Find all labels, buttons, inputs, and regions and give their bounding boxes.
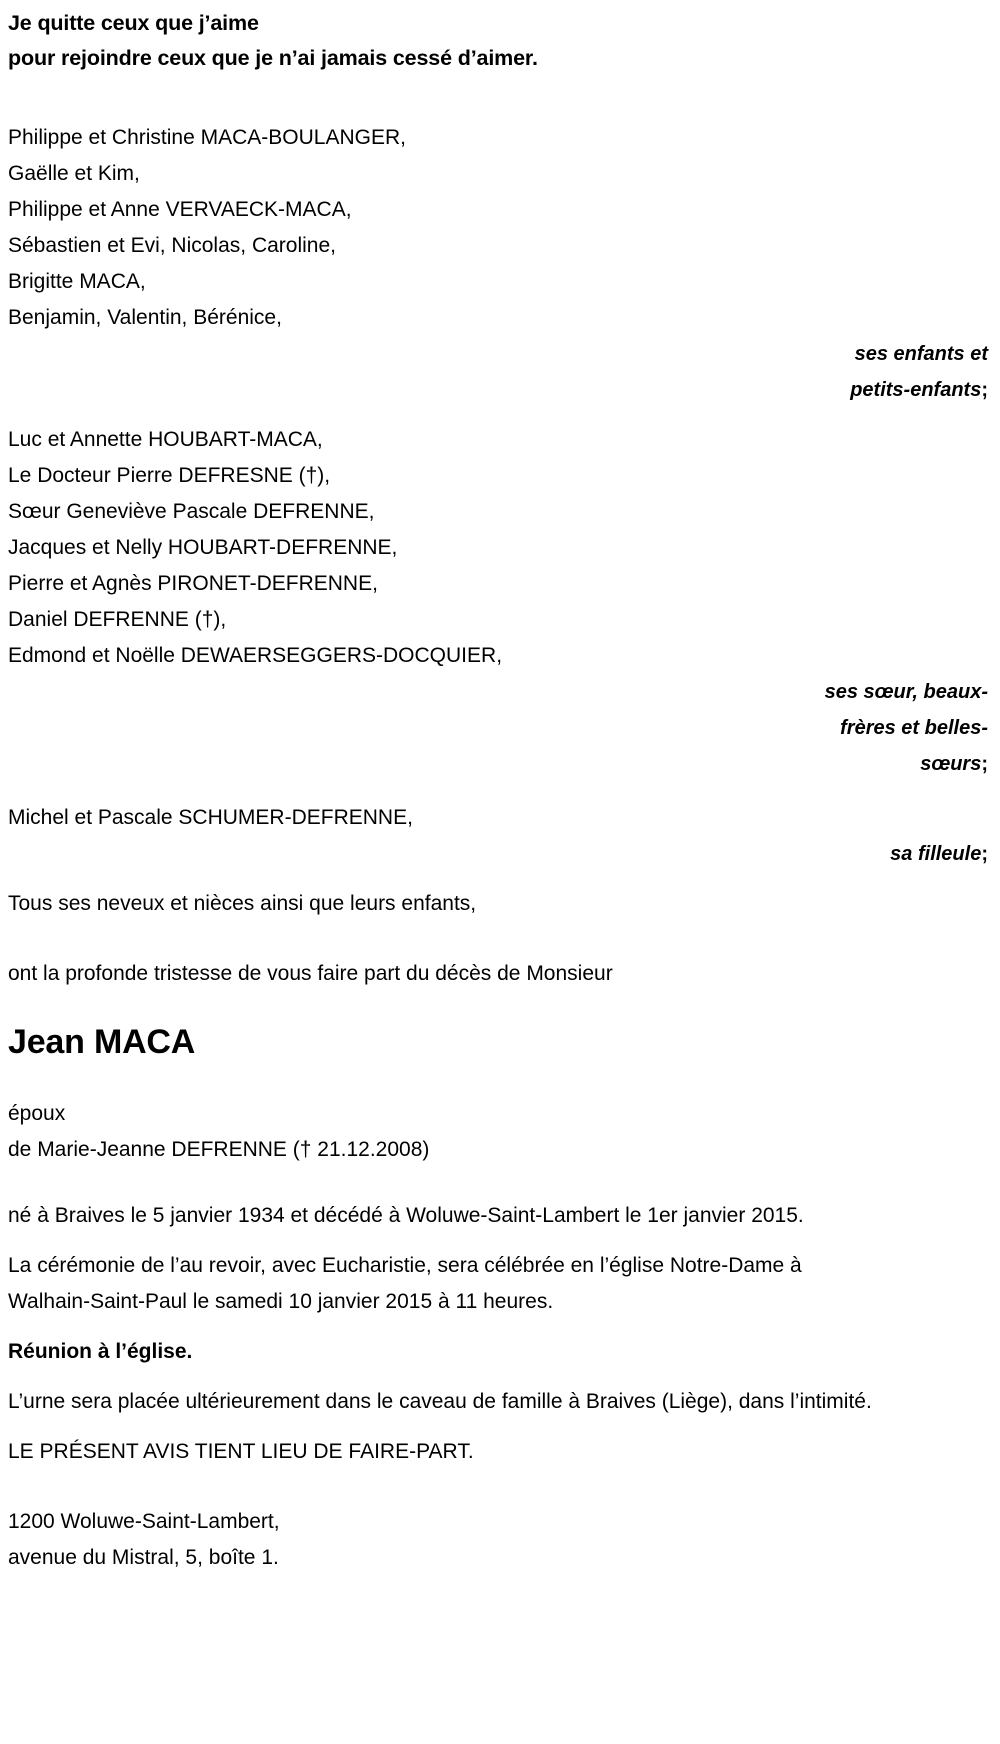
goddaughter-names	[8, 800, 992, 836]
list-item: Philippe et Christine MACA-BOULANGER,	[8, 126, 406, 149]
children-relationship-annotation	[8, 336, 992, 408]
epigraph	[8, 6, 992, 76]
list-item: Le Docteur Pierre DEFRESNE (†),	[8, 464, 331, 487]
siblings-relationship-annotation	[8, 674, 992, 782]
urn-paragraph: L’urne sera placée ultérieurement dans le caveau de famille à Braives (Liège), dans l’intimité.	[8, 1390, 872, 1413]
birth-death-paragraph: né à Braives le 5 janvier 1934 et décédé à Woluwe-Saint-Lambert le 1er janvier 2015.	[8, 1204, 804, 1227]
deceased-name: Jean MACA	[8, 1023, 196, 1061]
annotation-terminator: ;	[981, 753, 988, 775]
list-item: Sébastien et Evi, Nicolas, Caroline,	[8, 234, 336, 257]
notice-paragraph: LE PRÉSENT AVIS TIENT LIEU DE FAIRE-PART.	[8, 1440, 474, 1463]
announcement-line: ont la profonde tristesse de vous faire part du décès de Monsieur	[8, 962, 613, 985]
list-item: Edmond et Noëlle DEWAERSEGGERS-DOCQUIER,	[8, 644, 503, 667]
goddaughter-relationship-annotation	[8, 836, 992, 872]
list-item: Luc et Annette HOUBART-MACA,	[8, 428, 323, 451]
annotation-terminator: ;	[981, 843, 988, 865]
spouse-label: époux	[8, 1102, 66, 1125]
goddaughter-group	[8, 800, 992, 872]
list-item: Sœur Geneviève Pascale DEFRENNE,	[8, 500, 375, 523]
epigraph-line-2: pour rejoindre ceux que je n’ai jamais cessé d’aimer.	[8, 46, 538, 70]
annotation-text: sa filleule	[890, 843, 982, 865]
epigraph-line-1: Je quitte ceux que j’aime	[8, 11, 259, 35]
list-item: Brigitte MACA,	[8, 270, 146, 293]
annotation-text: ses sœur, beaux-	[824, 681, 988, 703]
annotation-line	[8, 372, 992, 408]
list-item: Gaëlle et Kim,	[8, 162, 140, 185]
annotation-text: ses enfants et	[854, 343, 988, 365]
nephews-nieces-line: Tous ses neveux et nièces ainsi que leurs enfants,	[8, 892, 477, 915]
children-names	[8, 120, 992, 336]
annotation-text: petits-enfants	[850, 379, 982, 401]
address-line-1: 1200 Woluwe-Saint-Lambert,	[8, 1510, 280, 1533]
annotation-line	[8, 336, 992, 372]
list-item: Jacques et Nelly HOUBART-DEFRENNE,	[8, 536, 398, 559]
annotation-text: sœurs	[920, 753, 982, 775]
annotation-terminator: ;	[981, 379, 988, 401]
list-item: Benjamin, Valentin, Bérénice,	[8, 306, 282, 329]
children-group	[8, 120, 992, 408]
gathering-paragraph: Réunion à l’église.	[8, 1340, 193, 1363]
list-item: Michel et Pascale SCHUMER-DEFRENNE,	[8, 806, 413, 829]
address-line-2: avenue du Mistral, 5, boîte 1.	[8, 1546, 279, 1569]
annotation-text: frères et belles-	[840, 717, 988, 739]
siblings-group	[8, 422, 992, 782]
ceremony-paragraph: La cérémonie de l’au revoir, avec Eucharistie, sera célébrée en l’église Notre-Dame à Walhain-Saint-Paul le samedi 10 janvier 2015 à 11 heures.	[8, 1254, 802, 1313]
list-item: Pierre et Agnès PIRONET-DEFRENNE,	[8, 572, 378, 595]
list-item: Daniel DEFRENNE (†),	[8, 608, 227, 631]
annotation-line	[8, 836, 992, 872]
spouse-detail: de Marie-Jeanne DEFRENNE († 21.12.2008)	[8, 1138, 430, 1161]
siblings-names	[8, 422, 992, 674]
list-item: Philippe et Anne VERVAECK-MACA,	[8, 198, 352, 221]
annotation-line	[8, 674, 992, 710]
annotation-line	[8, 746, 992, 782]
annotation-line	[8, 710, 992, 746]
